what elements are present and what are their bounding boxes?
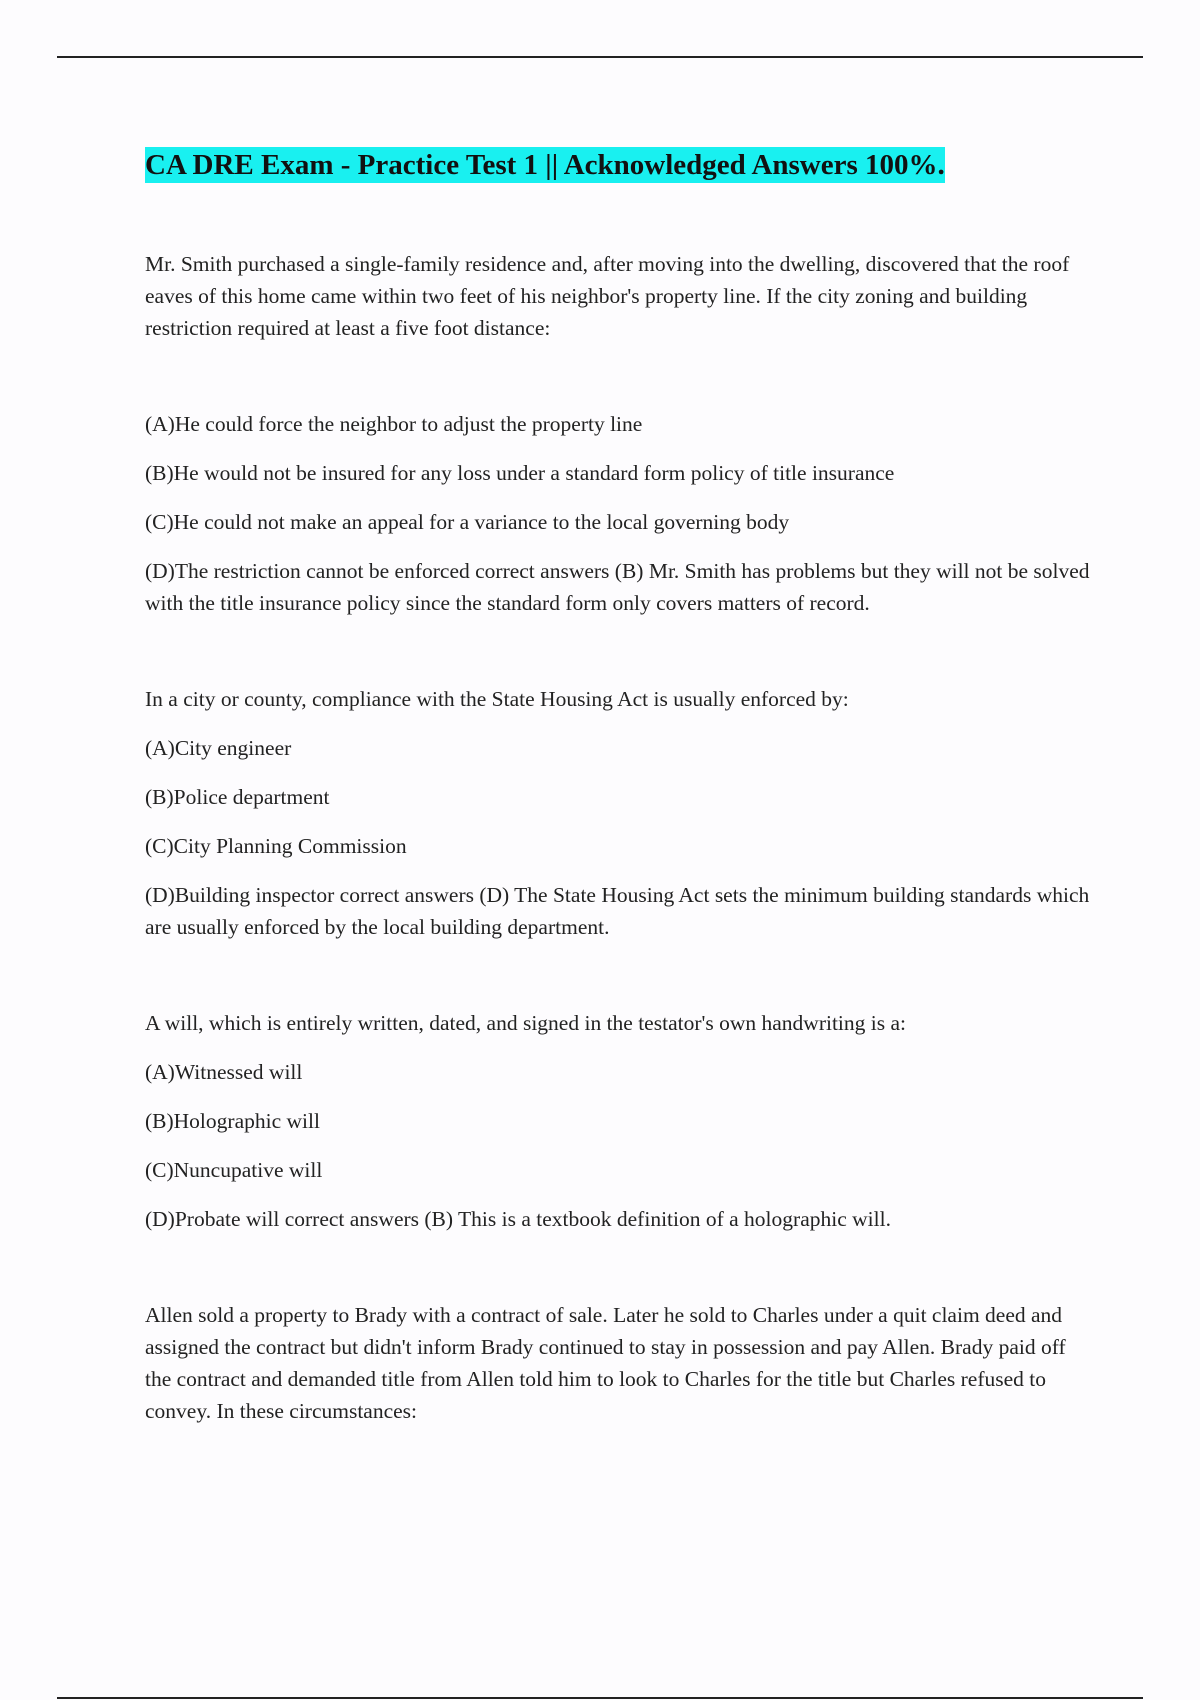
answer-option: (C)He could not make an appeal for a variance to the local governing body: [145, 510, 790, 534]
question-block-1: [145, 248, 1090, 619]
answer-option: (C)City Planning Commission: [145, 834, 407, 858]
question-prompt: In a city or county, compliance with the State Housing Act is usually enforced by:: [145, 687, 849, 711]
answer-option: (B)Holographic will: [145, 1109, 320, 1133]
answer-option: (B)Police department: [145, 785, 330, 809]
document-title-text: CA DRE Exam - Practice Test 1 || Acknowledged Answers 100%.: [145, 149, 945, 181]
question-prompt: Mr. Smith purchased a single-family residence and, after moving into the dwelling, discovered that the roof eaves of this home came within two feet of his neighbor's property line. If the city zoning and building restriction required at least a five foot distance:: [145, 252, 1070, 340]
question-block-2: [145, 683, 1090, 943]
answer-option-with-explanation: (D)The restriction cannot be enforced correct answers (B) Mr. Smith has problems but they will not be solved with the title insurance policy since the standard form only covers matters of record.: [145, 559, 1090, 615]
answer-option-with-explanation: (D)Probate will correct answers (B) This is a textbook definition of a holographic will.: [145, 1207, 891, 1231]
question-prompt: A will, which is entirely written, dated, and signed in the testator's own handwriting is a:: [145, 1011, 907, 1035]
document-title: [145, 146, 1090, 184]
question-block-4: [145, 1299, 1090, 1427]
answer-option: (A)He could force the neighbor to adjust the property line: [145, 412, 643, 436]
footer-rule: [57, 1697, 1143, 1699]
question-block-3: [145, 1007, 1090, 1235]
document-body: [145, 146, 1090, 1427]
answer-option: (B)He would not be insured for any loss under a standard form policy of title insurance: [145, 461, 895, 485]
answer-option: (A)City engineer: [145, 736, 292, 760]
answer-option: (A)Witnessed will: [145, 1060, 303, 1084]
answer-option: (C)Nuncupative will: [145, 1158, 323, 1182]
answer-option-with-explanation: (D)Building inspector correct answers (D) The State Housing Act sets the minimum building standards which are usually enforced by the local building department.: [145, 883, 1090, 939]
question-prompt: Allen sold a property to Brady with a contract of sale. Later he sold to Charles under a quit claim deed and assigned the contract but didn't inform Brady continued to stay in possession and pay Allen. Brady paid off the contract and demanded title from Allen told him to look to Charles for the title but Charles refused to convey. In these circumstances:: [145, 1303, 1066, 1423]
header-rule: [57, 56, 1143, 58]
